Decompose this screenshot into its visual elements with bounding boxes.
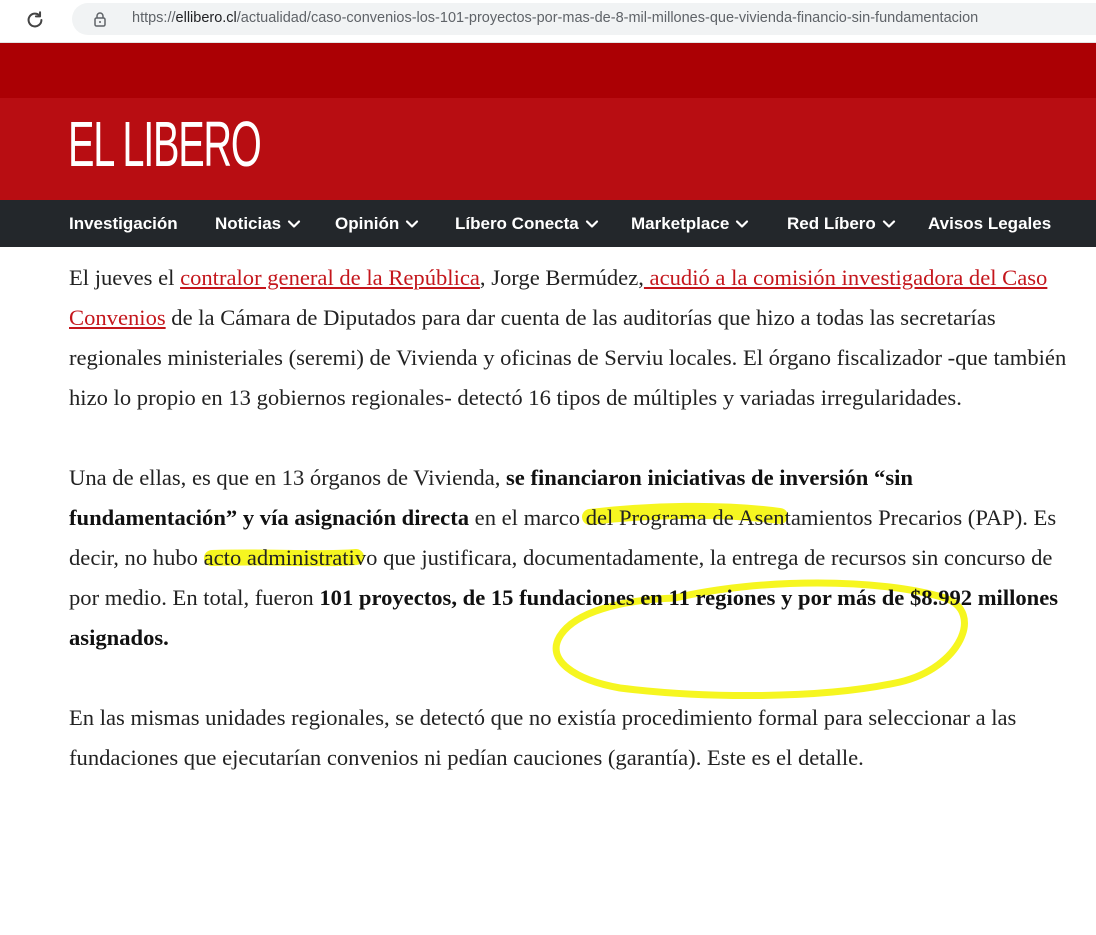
url-text (132, 10, 978, 26)
article-paragraph (69, 698, 1069, 778)
reload-button[interactable] (22, 7, 48, 33)
nav-opinion[interactable] (335, 200, 419, 247)
address-bar[interactable] (72, 3, 1096, 35)
comision-link[interactable]: acudió a la comisión investigadora del Caso Convenios (69, 265, 1048, 330)
nav-marketplace[interactable] (631, 200, 749, 247)
article-paragraph (69, 458, 1069, 658)
article-body (69, 258, 1069, 818)
site-info-icon[interactable] (92, 11, 108, 27)
paragraph-text: El jueves el (69, 265, 181, 290)
url-scheme: https:// (132, 10, 176, 26)
chevron-down-icon (405, 217, 419, 231)
paragraph-text: Una de ellas, es que en 13 órganos de Vivienda, (69, 465, 507, 490)
paragraph-text: de la Cámara de Diputados para dar cuenta de las auditorías que hizo a todas las secretarías regionales ministeriales (seremi) de Vivienda y oficinas de Serviu locales. El órgano fiscalizador -que también hizo lo propio en 13 gobiernos regionales- detectó 16 tipos de múltiples y variadas irregularidades. (69, 305, 1067, 410)
browser-toolbar (0, 0, 1096, 43)
main-nav (0, 200, 1096, 247)
nav-label: Opinión (335, 213, 400, 233)
nav-avisos-legales[interactable] (928, 200, 1051, 247)
bold-text: se financiaron iniciativas de inversión “sin fundamentación” y vía asignación directa (69, 465, 913, 530)
bold-text: 101 proyectos, de 15 fundaciones en 11 regiones y por más de $8.992 millones asignados. (69, 585, 1059, 650)
paragraph-text: , Jorge Bermúdez, (479, 265, 644, 290)
paragraph-text: En las mismas unidades regionales, se detectó que no existía procedimiento formal para seleccionar a las fundaciones que ejecutarían convenios ni pedían cauciones (garantía). Este es el detalle. (69, 705, 1017, 770)
nav-label: Noticias (215, 213, 282, 233)
nav-libero-conecta[interactable] (455, 200, 599, 247)
chevron-down-icon (735, 217, 749, 231)
nav-label: Líbero Conecta (455, 213, 579, 233)
article-paragraph (69, 258, 1069, 418)
site-logo[interactable]: EL LIBERO (68, 108, 261, 180)
nav-label: Marketplace (631, 213, 730, 233)
url-path: /actualidad/caso-convenios-los-101-proyectos-por-mas-de-8-mil-millones-que-vivienda-financio-sin-fundamentacion (236, 10, 979, 26)
contralor-link[interactable]: contralor general de la República (180, 265, 480, 290)
nav-red-libero[interactable] (787, 200, 896, 247)
nav-label: Investigación (69, 213, 178, 233)
top-strip (0, 43, 1096, 98)
chevron-down-icon (287, 217, 301, 231)
paragraph-text: en el marco del Programa de Asentamientos Precarios (PAP). Es decir, no hubo acto administrativo que justificara, documentadamente, la entrega de recursos sin concurso de por medio. En total, fueron (69, 505, 1057, 610)
reload-icon (24, 9, 46, 31)
chevron-down-icon (882, 217, 896, 231)
nav-label: Avisos Legales (928, 213, 1052, 233)
nav-noticias[interactable] (215, 200, 301, 247)
nav-label: Red Líbero (787, 213, 876, 233)
chevron-down-icon (585, 217, 599, 231)
nav-investigacion[interactable] (69, 200, 178, 247)
url-host: ellibero.cl (175, 10, 237, 26)
